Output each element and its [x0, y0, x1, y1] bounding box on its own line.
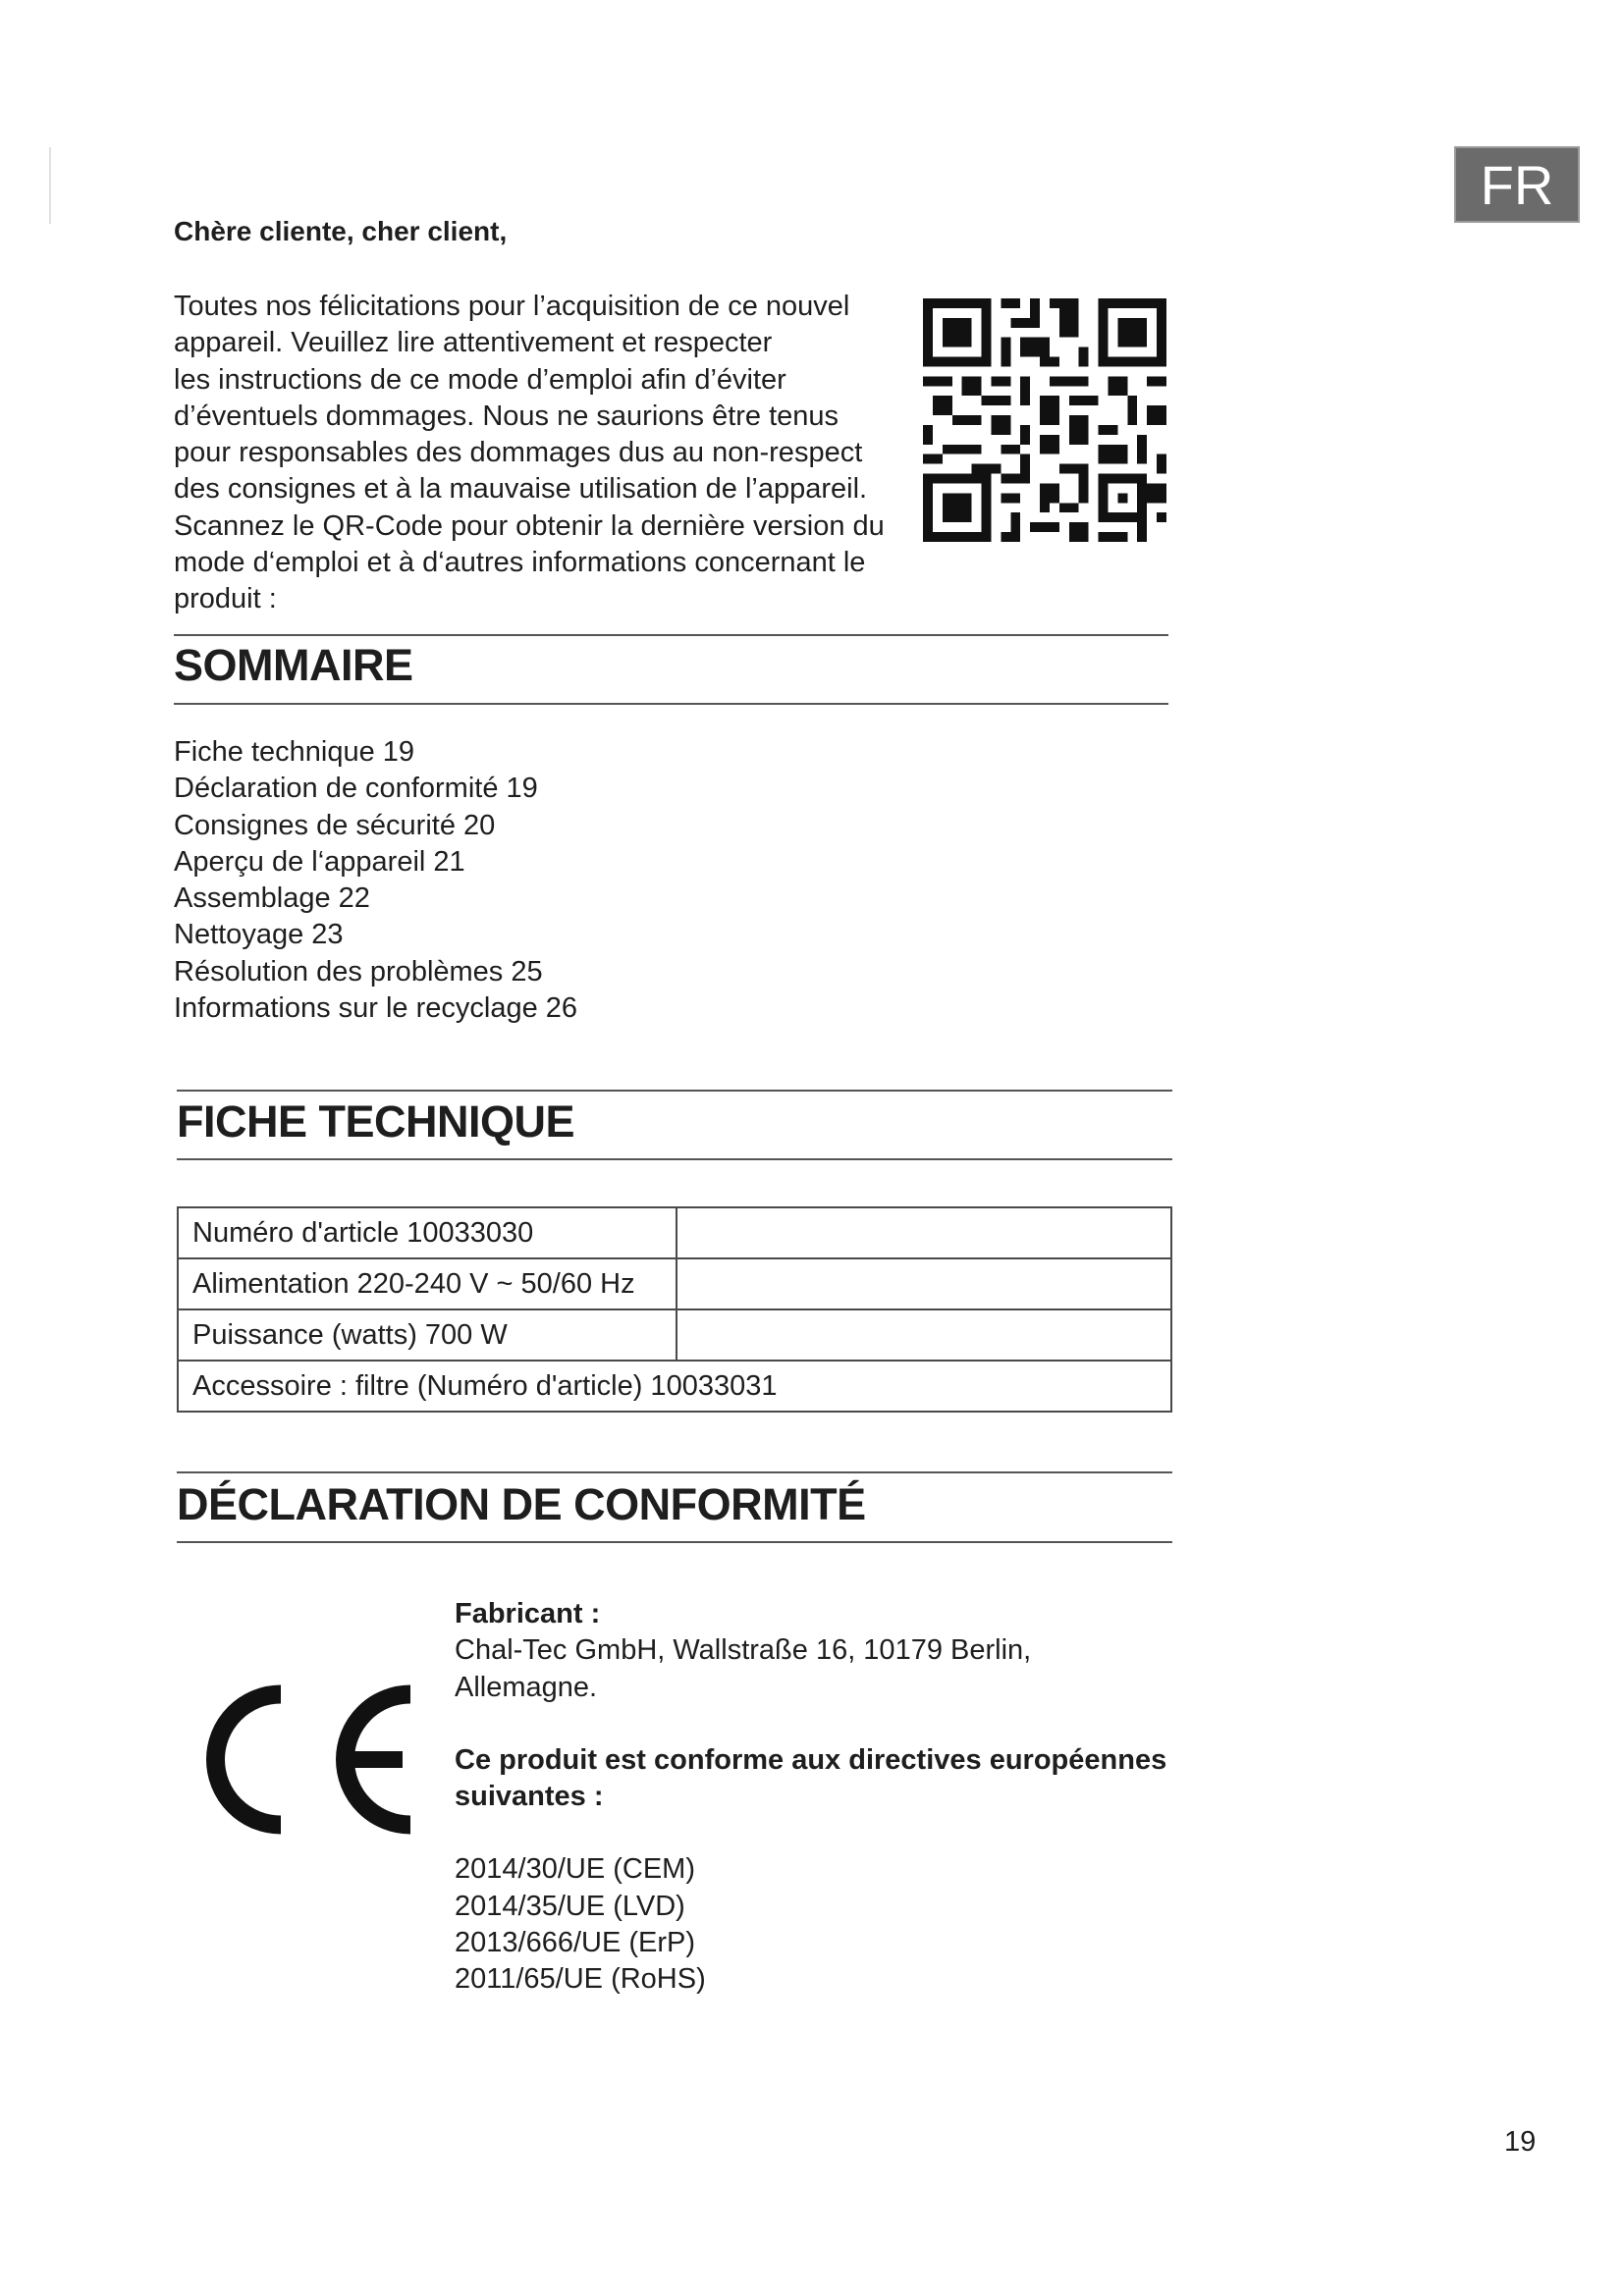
intro-line: d’éventuels dommages. Nous ne saurions être tenus	[174, 400, 839, 432]
ce-mark-icon	[196, 1679, 420, 1841]
toc-item[interactable]: Déclaration de conformité 19	[174, 773, 538, 805]
section-rule	[177, 1541, 1172, 1543]
spec-cell: Alimentation 220-240 V ~ 50/60 Hz	[178, 1258, 677, 1309]
sommaire-title: SOMMAIRE	[174, 640, 413, 690]
table-row	[178, 1258, 1171, 1309]
section-rule	[177, 1090, 1172, 1092]
toc-item[interactable]: Assemblage 22	[174, 882, 370, 915]
section-rule	[177, 1158, 1172, 1160]
intro-line: pour responsables des dommages dus au non-respect	[174, 437, 863, 469]
spacer	[455, 1706, 1181, 1742]
manufacturer-line: Allemagne.	[455, 1671, 598, 1703]
section-rule	[174, 703, 1168, 705]
toc-item[interactable]: Résolution des problèmes 25	[174, 955, 543, 988]
greeting: Chère cliente, cher client,	[174, 216, 508, 246]
intro-line: les instructions de ce mode d’emploi afin d’éviter	[174, 363, 786, 396]
section-rule	[174, 634, 1168, 636]
declaration-title: DÉCLARATION DE CONFORMITÉ	[177, 1479, 866, 1529]
toc-item[interactable]: Aperçu de l‘appareil 21	[174, 845, 465, 878]
intro-line: des consignes et à la mauvaise utilisation de l’appareil.	[174, 473, 868, 506]
table-row	[178, 1309, 1171, 1361]
fiche-technique-title: FICHE TECHNIQUE	[177, 1096, 575, 1147]
spec-cell-empty	[677, 1207, 1171, 1258]
directive-item: 2013/666/UE (ErP)	[455, 1927, 696, 1959]
spec-cell: Accessoire : filtre (Numéro d'article) 10033031	[178, 1361, 1171, 1412]
toc-item[interactable]: Fiche technique 19	[174, 736, 415, 768]
directive-item: 2011/65/UE (RoHS)	[455, 1963, 706, 1996]
toc-item[interactable]: Nettoyage 23	[174, 919, 344, 951]
intro-line: Scannez le QR-Code pour obtenir la dernière version du	[174, 509, 885, 542]
intro-text	[174, 289, 900, 618]
declaration-text	[455, 1596, 1181, 1999]
toc-item[interactable]: Consignes de sécurité 20	[174, 809, 496, 841]
table-of-contents	[174, 734, 577, 1027]
directives-heading: suivantes :	[455, 1781, 604, 1813]
manufacturer-label: Fabricant :	[455, 1598, 601, 1629]
spec-cell: Numéro d'article 10033030	[178, 1207, 677, 1258]
spec-table	[177, 1206, 1172, 1413]
intro-line: mode d‘emploi et à d‘autres informations concernant le	[174, 547, 866, 579]
spec-cell-empty	[677, 1258, 1171, 1309]
language-badge: FR	[1454, 146, 1580, 223]
page-number: 19	[1504, 2126, 1537, 2158]
intro-line: appareil. Veuillez lire attentivement et respecter	[174, 327, 773, 359]
intro-line: Toutes nos félicitations pour l’acquisition de ce nouvel	[174, 291, 850, 322]
margin-line	[49, 147, 51, 224]
section-rule	[177, 1471, 1172, 1473]
directive-item: 2014/30/UE (CEM)	[455, 1853, 695, 1886]
directives-heading: Ce produit est conforme aux directives européennes	[455, 1743, 1167, 1776]
spacer	[455, 1815, 1181, 1851]
toc-item[interactable]: Informations sur le recyclage 26	[174, 992, 578, 1025]
manufacturer-line: Chal-Tec GmbH, Wallstraße 16, 10179 Berlin,	[455, 1634, 1032, 1667]
spec-cell: Puissance (watts) 700 W	[178, 1309, 677, 1361]
directive-item: 2014/35/UE (LVD)	[455, 1890, 685, 1922]
qr-code[interactable]	[923, 298, 1166, 542]
spec-cell-empty	[677, 1309, 1171, 1361]
table-row	[178, 1207, 1171, 1258]
intro-line: produit :	[174, 583, 277, 615]
table-row	[178, 1361, 1171, 1412]
